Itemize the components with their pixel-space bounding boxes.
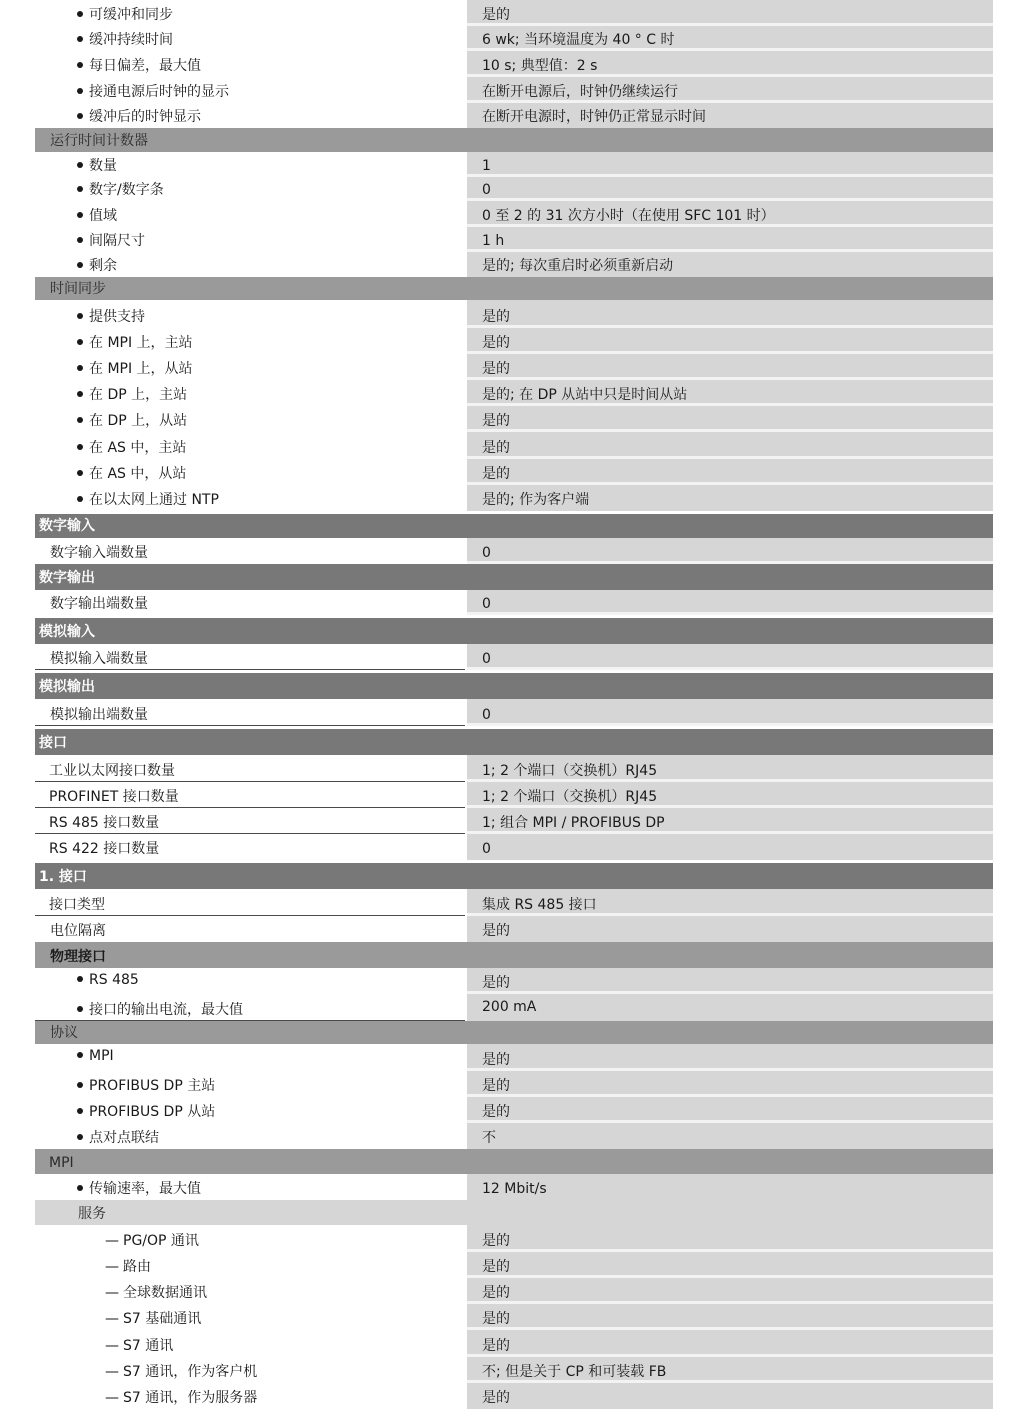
spec-row bbox=[35, 808, 993, 834]
row-label: 剩余 bbox=[89, 258, 117, 274]
spec-row bbox=[35, 1044, 993, 1071]
bullet-icon bbox=[77, 365, 83, 371]
row-label: 缓冲后的时钟显示 bbox=[89, 109, 201, 125]
row-value: 200 mA bbox=[482, 999, 537, 1015]
spec-row bbox=[35, 459, 993, 485]
bullet-icon bbox=[77, 88, 83, 94]
row-label: PROFINET 接口数量 bbox=[49, 789, 179, 805]
spec-row bbox=[35, 51, 993, 77]
row-value: 是的 bbox=[482, 466, 510, 482]
row-label: 数字/数字条 bbox=[89, 182, 164, 198]
row-label: 传输速率，最大值 bbox=[89, 1181, 201, 1197]
spec-row bbox=[35, 1357, 993, 1383]
spec-row bbox=[35, 1383, 993, 1409]
row-value: 是的; 每次重启时必须重新启动 bbox=[482, 258, 674, 274]
row-label: S7 基础通讯 bbox=[123, 1311, 202, 1327]
row-label: PG/OP 通讯 bbox=[123, 1233, 199, 1249]
row-value: 不; 但是关于 CP 和可装载 FB bbox=[482, 1364, 667, 1380]
row-label: 每日偏差，最大值 bbox=[89, 58, 201, 74]
row-value: 是的 bbox=[482, 309, 510, 325]
bullet-icon bbox=[77, 417, 83, 423]
section-title: 服务 bbox=[78, 1206, 106, 1222]
spec-row bbox=[35, 834, 993, 860]
row-value: 1; 2 个端口（交换机）RJ45 bbox=[482, 763, 658, 779]
row-label: 数量 bbox=[89, 158, 117, 174]
row-value: 是的 bbox=[482, 975, 510, 991]
spec-row bbox=[35, 699, 993, 726]
row-value: 是的 bbox=[482, 1259, 510, 1275]
spec-row bbox=[35, 538, 993, 564]
spec-row bbox=[35, 1278, 993, 1304]
bullet-icon bbox=[77, 1052, 83, 1058]
spec-row bbox=[35, 644, 993, 670]
row-value: 是的 bbox=[482, 1390, 510, 1406]
bullet-icon bbox=[77, 162, 83, 168]
row-value: 是的 bbox=[482, 1078, 510, 1094]
section-title: 物理接口 bbox=[50, 949, 106, 965]
spec-row bbox=[35, 152, 993, 177]
spec-row bbox=[35, 26, 993, 51]
dash-icon: — bbox=[105, 1338, 119, 1354]
bullet-icon bbox=[77, 1185, 83, 1191]
row-value: 不 bbox=[482, 1130, 496, 1146]
section-header bbox=[35, 277, 993, 300]
dash-icon: — bbox=[105, 1311, 119, 1327]
dash-icon: — bbox=[105, 1259, 119, 1275]
spec-row bbox=[35, 590, 993, 615]
row-label: 在 MPI 上，从站 bbox=[89, 361, 193, 377]
section-title: MPI bbox=[49, 1155, 74, 1171]
row-label: 数字输出端数量 bbox=[50, 596, 148, 612]
spec-row bbox=[35, 889, 993, 916]
spec-row bbox=[35, 380, 993, 406]
major-section-header bbox=[35, 618, 993, 644]
bullet-icon bbox=[77, 313, 83, 319]
spec-row bbox=[35, 1330, 993, 1357]
spec-row bbox=[35, 968, 993, 994]
row-value: 是的 bbox=[482, 440, 510, 456]
major-section-title: 模拟输入 bbox=[39, 624, 95, 640]
spec-row bbox=[35, 354, 993, 380]
major-section-header bbox=[35, 863, 993, 889]
row-label: 可缓冲和同步 bbox=[89, 7, 173, 23]
row-label: 间隔尺寸 bbox=[89, 233, 145, 249]
row-value: 1; 2 个端口（交换机）RJ45 bbox=[482, 789, 658, 805]
bullet-icon bbox=[77, 237, 83, 243]
major-section-title: 模拟输出 bbox=[39, 679, 95, 695]
dash-icon: — bbox=[105, 1364, 119, 1380]
spec-row bbox=[35, 1123, 993, 1149]
section-header bbox=[35, 1021, 993, 1044]
row-value: 是的 bbox=[482, 1285, 510, 1301]
row-value: 是的 bbox=[482, 7, 510, 23]
spec-row bbox=[35, 406, 993, 432]
bullet-icon bbox=[77, 1082, 83, 1088]
major-section-header bbox=[35, 514, 993, 538]
spec-row bbox=[35, 782, 993, 808]
bullet-icon bbox=[77, 1108, 83, 1114]
bullet-icon bbox=[77, 186, 83, 192]
spec-row bbox=[35, 201, 993, 227]
spec-row bbox=[35, 103, 993, 128]
spec-row bbox=[35, 485, 993, 511]
spec-row bbox=[35, 755, 993, 782]
row-value: 0 bbox=[482, 841, 491, 857]
row-value: 0 至 2 的 31 次方小时（在使用 SFC 101 时） bbox=[482, 208, 775, 224]
bullet-icon bbox=[77, 11, 83, 17]
row-label: 在 MPI 上，主站 bbox=[89, 335, 193, 351]
section-header bbox=[35, 1149, 993, 1174]
major-section-header bbox=[35, 564, 993, 590]
bullet-icon bbox=[77, 339, 83, 345]
row-value: 是的 bbox=[482, 1233, 510, 1249]
major-section-title: 数字输出 bbox=[39, 570, 95, 586]
spec-row bbox=[35, 300, 993, 328]
spec-row bbox=[35, 1174, 993, 1200]
bullet-icon bbox=[77, 444, 83, 450]
row-value: 1 h bbox=[482, 233, 505, 249]
row-label: 接口的输出电流，最大值 bbox=[89, 1002, 243, 1018]
row-value: 集成 RS 485 接口 bbox=[482, 897, 597, 913]
spec-row bbox=[35, 1225, 993, 1252]
row-value: 是的 bbox=[482, 335, 510, 351]
row-label: 接口类型 bbox=[49, 897, 105, 913]
bullet-icon bbox=[77, 1134, 83, 1140]
major-section-header bbox=[35, 673, 993, 699]
spec-row bbox=[35, 328, 993, 354]
bullet-icon bbox=[77, 1006, 83, 1012]
row-label: RS 485 接口数量 bbox=[49, 815, 160, 831]
bullet-icon bbox=[77, 62, 83, 68]
row-value: 是的; 在 DP 从站中只是时间从站 bbox=[482, 387, 688, 403]
row-label: RS 422 接口数量 bbox=[49, 841, 160, 857]
bullet-icon bbox=[77, 496, 83, 502]
row-label: 接通电源后时钟的显示 bbox=[89, 84, 229, 100]
row-label: S7 通讯，作为客户机 bbox=[123, 1364, 258, 1380]
row-value: 在断开电源时，时钟仍正常显示时间 bbox=[482, 109, 706, 125]
row-value: 是的 bbox=[482, 1052, 510, 1068]
spec-row bbox=[35, 1304, 993, 1330]
bullet-icon bbox=[77, 36, 83, 42]
spec-row bbox=[35, 1097, 993, 1123]
row-value: 10 s; 典型值：2 s bbox=[482, 58, 598, 74]
row-label: 值域 bbox=[89, 208, 117, 224]
row-label: RS 485 bbox=[89, 972, 139, 988]
row-value: 0 bbox=[482, 707, 491, 723]
spec-row bbox=[35, 1252, 993, 1278]
row-label: PROFIBUS DP 主站 bbox=[89, 1078, 216, 1094]
row-label: 在以太网上通过 NTP bbox=[89, 492, 219, 508]
dash-icon: — bbox=[105, 1233, 119, 1249]
row-value: 是的 bbox=[482, 361, 510, 377]
dash-icon: — bbox=[105, 1390, 119, 1406]
row-label: 缓冲持续时间 bbox=[89, 32, 173, 48]
section-header bbox=[35, 1200, 993, 1225]
major-section-title: 1. 接口 bbox=[39, 869, 87, 885]
bullet-icon bbox=[77, 976, 83, 982]
bullet-icon bbox=[77, 212, 83, 218]
row-label: 在 AS 中，从站 bbox=[89, 466, 187, 482]
row-label: 工业以太网接口数量 bbox=[49, 763, 175, 779]
spec-row bbox=[35, 177, 993, 201]
row-value: 0 bbox=[482, 182, 491, 198]
row-label: 模拟输出端数量 bbox=[50, 707, 148, 723]
spec-row bbox=[35, 1071, 993, 1097]
row-value: 是的 bbox=[482, 1338, 510, 1354]
row-label: 数字输入端数量 bbox=[50, 545, 148, 561]
row-value: 1 bbox=[482, 158, 491, 174]
row-label: 点对点联结 bbox=[89, 1130, 159, 1146]
bullet-icon bbox=[77, 391, 83, 397]
spec-table bbox=[35, 0, 993, 1409]
row-value: 0 bbox=[482, 596, 491, 612]
major-section-title: 数字输入 bbox=[39, 518, 95, 534]
row-value: 0 bbox=[482, 545, 491, 561]
row-value: 是的 bbox=[482, 1311, 510, 1327]
row-label: 全球数据通讯 bbox=[123, 1285, 207, 1301]
row-label: 路由 bbox=[123, 1259, 151, 1275]
row-value: 1; 组合 MPI / PROFIBUS DP bbox=[482, 815, 665, 831]
section-header bbox=[35, 942, 993, 968]
spec-row bbox=[35, 77, 993, 103]
major-section-title: 接口 bbox=[39, 735, 67, 751]
spec-row bbox=[35, 252, 993, 277]
bullet-icon bbox=[77, 470, 83, 476]
row-value: 12 Mbit/s bbox=[482, 1181, 547, 1197]
section-title: 运行时间计数器 bbox=[50, 133, 148, 149]
row-value: 在断开电源后，时钟仍继续运行 bbox=[482, 84, 678, 100]
spec-row bbox=[35, 432, 993, 459]
row-label: S7 通讯 bbox=[123, 1338, 174, 1354]
dash-icon: — bbox=[105, 1285, 119, 1301]
bullet-icon bbox=[77, 113, 83, 119]
row-value: 是的 bbox=[482, 413, 510, 429]
bullet-icon bbox=[77, 262, 83, 268]
row-label: S7 通讯，作为服务器 bbox=[123, 1390, 258, 1406]
row-label: 在 DP 上，从站 bbox=[89, 413, 188, 429]
row-value: 是的 bbox=[482, 923, 510, 939]
section-title: 协议 bbox=[50, 1025, 78, 1041]
row-label: 在 AS 中，主站 bbox=[89, 440, 187, 456]
row-value: 0 bbox=[482, 651, 491, 667]
row-label: MPI bbox=[89, 1048, 114, 1064]
spec-row bbox=[35, 994, 993, 1021]
row-label: 提供支持 bbox=[89, 309, 145, 325]
row-label: 模拟输入端数量 bbox=[50, 651, 148, 667]
spec-row bbox=[35, 0, 993, 26]
row-value: 是的; 作为客户端 bbox=[482, 492, 590, 508]
section-title: 时间同步 bbox=[50, 281, 106, 297]
row-label: 电位隔离 bbox=[50, 923, 106, 939]
row-label: 在 DP 上，主站 bbox=[89, 387, 188, 403]
major-section-header bbox=[35, 729, 993, 755]
spec-row bbox=[35, 227, 993, 252]
section-header bbox=[35, 128, 993, 152]
spec-row bbox=[35, 916, 993, 942]
row-value: 是的 bbox=[482, 1104, 510, 1120]
row-value: 6 wk; 当环境温度为 40 ° C 时 bbox=[482, 32, 675, 48]
row-label: PROFIBUS DP 从站 bbox=[89, 1104, 216, 1120]
